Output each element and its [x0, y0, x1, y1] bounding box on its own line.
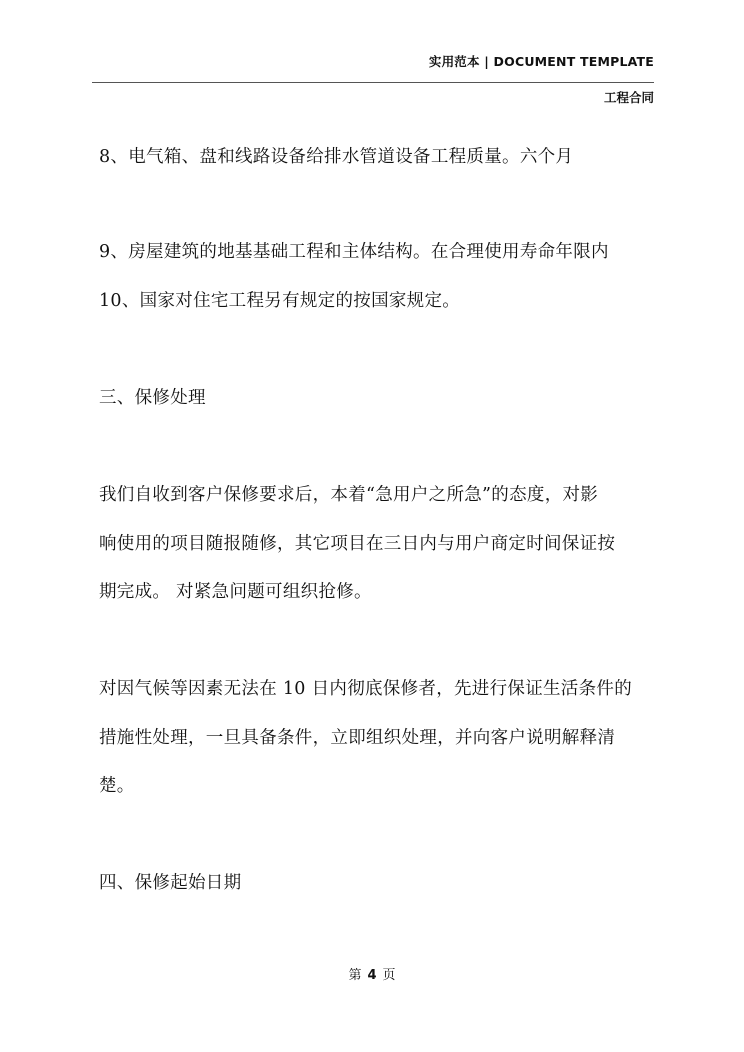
paragraph-2-line-1: 对因气候等因素无法在 10 日内彻底保修者，先进行保证生活条件的 [99, 679, 632, 699]
header-title: 实用范本 | DOCUMENT TEMPLATE [428, 54, 654, 69]
clause-9: 9、房屋建筑的地基基础工程和主体结构。在合理使用寿命年限内 [99, 242, 609, 262]
paragraph-1-line-3: 期完成。 对紧急问题可组织抢修。 [99, 582, 372, 602]
section-3-heading: 三、保修处理 [99, 388, 206, 408]
footer-suffix: 页 [382, 968, 396, 983]
footer-prefix: 第 [348, 968, 362, 983]
clause-8: 8、电气箱、盘和线路设备给排水管道设备工程质量。六个月 [99, 147, 574, 167]
header-subtitle: 工程合同 [603, 90, 654, 105]
paragraph-1-line-2: 响使用的项目随报随修，其它项目在三日内与用户商定时间保证按 [99, 534, 616, 554]
paragraph-2-line-2: 措施性处理，一旦具备条件，立即组织处理，并向客户说明解释清 [99, 728, 616, 748]
paragraph-2-line-3: 楚。 [99, 776, 135, 796]
page-number: 4 [367, 968, 377, 983]
section-4-heading: 四、保修起始日期 [99, 873, 242, 893]
clause-10: 10、国家对住宅工程另有规定的按国家规定。 [99, 291, 461, 311]
header-divider [92, 82, 654, 83]
paragraph-1-line-1: 我们自收到客户保修要求后，本着“急用户之所急”的态度，对影 [99, 485, 599, 505]
page-footer [0, 964, 744, 983]
